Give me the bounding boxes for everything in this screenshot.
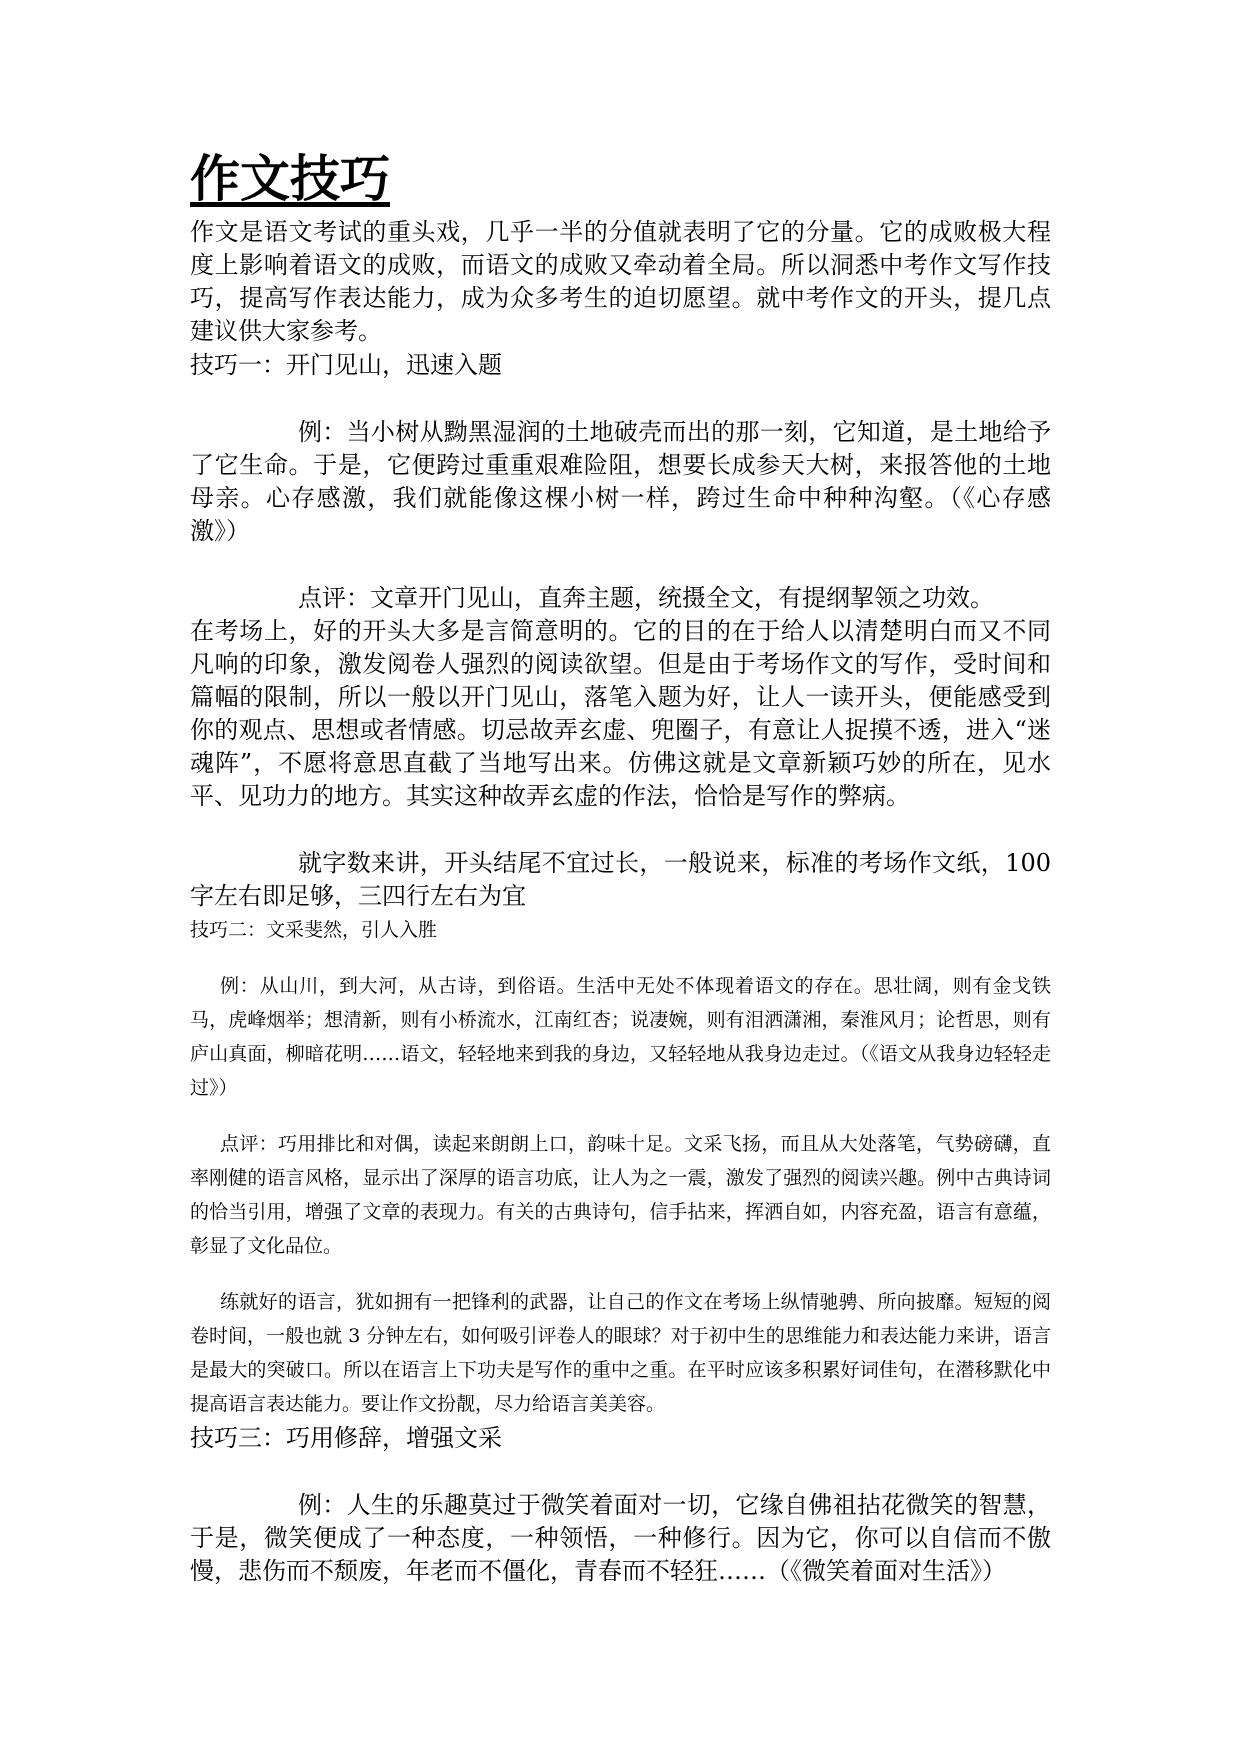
tip3-example: 例：人生的乐趣莫过于微笑着面对一切，它缘自佛祖拈花微笑的智慧，于是，微笑便成了一种态度，一种领悟，一种修行。因为它，你可以自信而不傲慢，悲伤而不颓废，年老而不僵化，青春而不轻狂……（《微笑着面对生活》） [190,1491,1051,1585]
tip2-example: 例：从山川，到大河，从古诗，到俗语。生活中无处不体现着语文的存在。思壮阔，则有金戈铁马，虎峰烟举；想清新，则有小桥流水，江南红杏；说凄婉，则有泪洒潇湘，秦淮风月；论哲思，则有庐山真面，柳暗花明……语文，轻轻地来到我的身边，又轻轻地从我身边走过。（《语文从我身边轻轻走过》） [190,975,1051,1099]
spacer [190,1263,1051,1285]
tip1-length-note: 就字数来讲，开头结尾不宜过长，一般说来，标准的考场作文纸，100字左右即足够，三四行左右为宜 [190,849,1051,910]
tip1-heading: 技巧一：开门见山，迅速入题 [190,351,502,379]
tip2-comment: 点评：巧用排比和对偶，读起来朗朗上口，韵味十足。文采飞扬，而且从大处落笔，气势磅礴，直率刚健的语言风格，显示出了深厚的语言功底，让人为之一震，激发了强烈的阅读兴趣。例中古典诗词的恰当引用，增强了文章的表现力。有关的古典诗句，信手拈来，挥洒自如，内容充盈，语言有意蕴，彰显了文化品位。 [190,1133,1051,1257]
tip1-example: 例：当小树从黝黑湿润的土地破壳而出的那一刻，它知道，是土地给予了它生命。于是，它便跨过重重艰难险阻，想要长成参天大树，来报答他的土地母亲。心存感激，我们就能像这棵小树一样，跨过生命中种种沟壑。（《心存感激》） [190,418,1051,545]
spacer [190,1105,1051,1127]
tip2-analysis: 练就好的语言，犹如拥有一把锋利的武器，让自己的作文在考场上纵情驰骋、所向披靡。短短的阅卷时间，一般也就 3 分钟左右，如何吸引评卷人的眼球？对于初中生的思维能力和表达能力来讲，语言是最大的突破口。所以在语言上下功夫是写作的重中之重。在平时应该多积累好词佳句，在潜移默化中提高语言表达能力。要让作文扮靓，尽力给语言美美容。 [190,1291,1051,1415]
tip1-comment: 点评：文章开门见山，直奔主题，统摄全文，有提纲挈领之功效。 [298,584,994,612]
spacer [190,947,1051,969]
document-title: 作文技巧 [190,149,390,208]
spacer [190,1455,1051,1489]
tip1-analysis: 在考场上，好的开头大多是言简意明的。它的目的在于给人以清楚明白而又不同凡响的印象，激发阅卷人强烈的阅读欲望。但是由于考场作文的写作，受时间和篇幅的限制，所以一般以开门见山，落笔入题为好，让人一读开头，便能感受到你的观点、思想或者情感。切忌故弄玄虚、兜圈子，有意让人捉摸不透，进入“迷魂阵”，不愿将意思直截了当地写出来。仿佛这就是文章新颖巧妙的所在，见水平、见功力的地方。其实这种故弄玄虚的作法，恰恰是写作的弊病。 [190,617,1051,810]
spacer [190,382,1051,416]
spacer [190,548,1051,582]
spacer [190,813,1051,847]
tip2-heading: 技巧二：文采斐然，引人入胜 [190,919,438,941]
intro-paragraph: 作文是语文考试的重头戏，几乎一半的分值就表明了它的分量。它的成败极大程度上影响着语文的成败，而语文的成败又牵动着全局。所以洞悉中考作文写作技巧，提高写作表达能力，成为众多考生的迫切愿望。就中考作文的开头，提几点建议供大家参考。 [190,218,1051,345]
tip3-heading: 技巧三：巧用修辞，增强文采 [190,1424,502,1452]
